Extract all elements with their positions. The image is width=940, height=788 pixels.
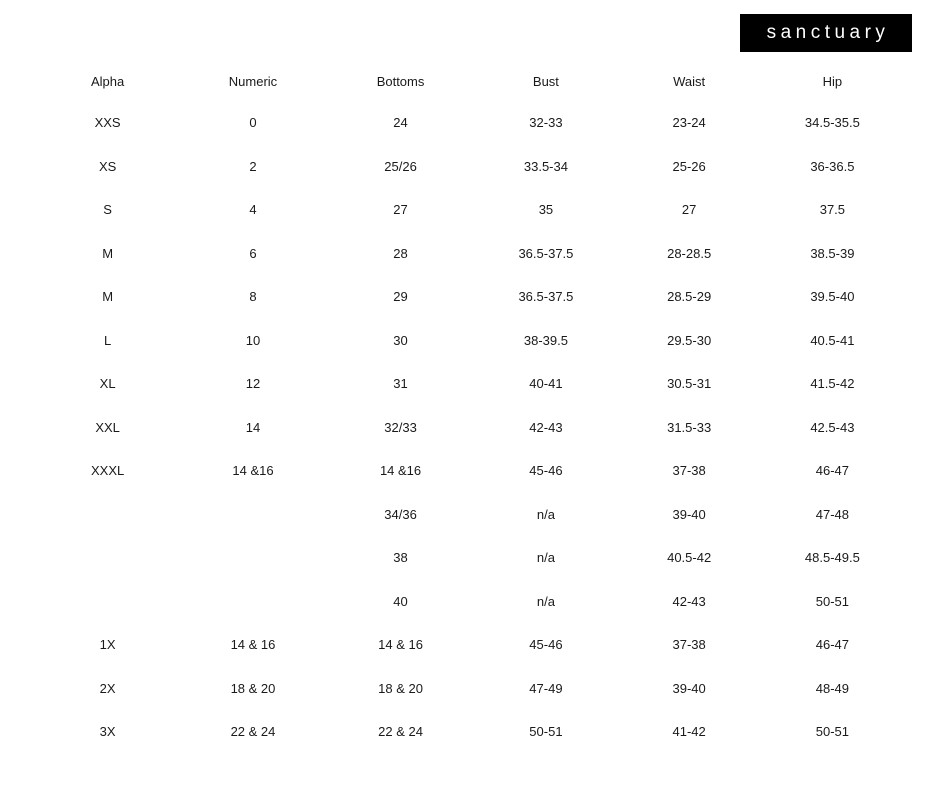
cell-alpha: XL bbox=[99, 376, 116, 392]
cell-bust: 45-46 bbox=[529, 463, 563, 479]
cell-numeric: 14 &16 bbox=[232, 463, 274, 479]
cell-alpha: XXL bbox=[95, 419, 120, 435]
column-header-bust: Bust bbox=[532, 74, 559, 89]
cell-waist: 25-26 bbox=[672, 158, 706, 174]
table-row bbox=[36, 493, 904, 537]
table-row bbox=[36, 623, 904, 667]
cell-numeric: 14 & 16 bbox=[230, 637, 276, 653]
cell-alpha: XS bbox=[98, 158, 117, 174]
cell-waist: 37-38 bbox=[672, 637, 706, 653]
table-row bbox=[36, 710, 904, 754]
cell-waist: 23-24 bbox=[672, 115, 706, 131]
table-header bbox=[36, 68, 904, 101]
cell-bust: 33.5-34 bbox=[523, 158, 568, 174]
table-row bbox=[36, 449, 904, 493]
table-row bbox=[36, 319, 904, 363]
cell-bottoms: 31 bbox=[393, 376, 408, 392]
cell-bust: 42-43 bbox=[529, 419, 563, 435]
cell-bust: n/a bbox=[536, 550, 555, 566]
cell-waist: 41-42 bbox=[672, 724, 706, 740]
cell-hip: 38.5-39 bbox=[810, 245, 855, 261]
table-row bbox=[36, 536, 904, 580]
cell-numeric bbox=[179, 493, 327, 537]
cell-alpha: M bbox=[102, 289, 114, 305]
cell-numeric: 22 & 24 bbox=[230, 724, 276, 740]
cell-hip: 46-47 bbox=[815, 463, 849, 479]
cell-hip: 39.5-40 bbox=[810, 289, 855, 305]
cell-waist: 27 bbox=[681, 202, 697, 218]
cell-bust: 40-41 bbox=[529, 376, 563, 392]
cell-bottoms: 32/33 bbox=[384, 419, 417, 435]
table-row bbox=[36, 145, 904, 189]
column-header-hip: Hip bbox=[822, 74, 843, 89]
table-row bbox=[36, 188, 904, 232]
table-row bbox=[36, 667, 904, 711]
cell-bottoms: 29 bbox=[393, 289, 408, 305]
cell-hip: 34.5-35.5 bbox=[804, 115, 860, 131]
cell-numeric: 2 bbox=[249, 158, 257, 174]
cell-bust: 50-51 bbox=[529, 724, 563, 740]
brand-logo bbox=[740, 14, 912, 52]
cell-waist: 28-28.5 bbox=[667, 245, 712, 261]
column-header-bottoms: Bottoms bbox=[376, 74, 425, 89]
cell-bust: 35 bbox=[538, 202, 554, 218]
cell-bottoms: 38 bbox=[393, 550, 408, 566]
cell-hip: 50-51 bbox=[815, 593, 849, 609]
cell-numeric: 12 bbox=[245, 376, 261, 392]
cell-waist: 31.5-33 bbox=[667, 419, 712, 435]
cell-numeric: 0 bbox=[249, 115, 257, 131]
table-row bbox=[36, 275, 904, 319]
cell-bust: n/a bbox=[536, 506, 555, 522]
cell-waist: 42-43 bbox=[672, 593, 706, 609]
cell-waist: 40.5-42 bbox=[667, 550, 712, 566]
cell-alpha: 1X bbox=[99, 637, 116, 653]
cell-waist: 29.5-30 bbox=[667, 332, 712, 348]
cell-bottoms: 14 & 16 bbox=[378, 637, 423, 653]
cell-alpha: L bbox=[103, 332, 112, 348]
cell-bottoms: 34/36 bbox=[384, 506, 417, 522]
cell-hip: 48-49 bbox=[815, 680, 849, 696]
cell-numeric: 18 & 20 bbox=[230, 680, 276, 696]
table-row bbox=[36, 362, 904, 406]
cell-bottoms: 18 & 20 bbox=[378, 680, 423, 696]
table-row bbox=[36, 580, 904, 624]
cell-hip: 42.5-43 bbox=[810, 419, 855, 435]
cell-alpha: 2X bbox=[99, 680, 116, 696]
cell-numeric: 6 bbox=[249, 245, 257, 261]
cell-hip: 50-51 bbox=[815, 724, 849, 740]
cell-hip: 36-36.5 bbox=[810, 158, 855, 174]
cell-bottoms: 24 bbox=[393, 115, 408, 131]
cell-bust: 36.5-37.5 bbox=[518, 245, 574, 261]
cell-numeric bbox=[179, 580, 327, 624]
cell-bottoms: 28 bbox=[393, 245, 408, 261]
table-row bbox=[36, 101, 904, 145]
cell-waist: 28.5-29 bbox=[667, 289, 712, 305]
cell-alpha: S bbox=[103, 202, 112, 218]
cell-alpha bbox=[36, 493, 179, 537]
cell-waist: 39-40 bbox=[672, 680, 706, 696]
cell-bust: 45-46 bbox=[529, 637, 563, 653]
cell-hip: 41.5-42 bbox=[810, 376, 855, 392]
cell-hip: 46-47 bbox=[815, 637, 849, 653]
cell-bottoms: 22 & 24 bbox=[378, 724, 423, 740]
cell-waist: 39-40 bbox=[672, 506, 706, 522]
cell-alpha bbox=[36, 536, 179, 580]
brand-logo-text: sanctuary bbox=[766, 22, 890, 43]
cell-numeric: 4 bbox=[249, 202, 257, 218]
cell-hip: 47-48 bbox=[815, 506, 849, 522]
cell-bust: 38-39.5 bbox=[523, 332, 568, 348]
cell-bust: 32-33 bbox=[529, 115, 563, 131]
cell-hip: 37.5 bbox=[819, 202, 846, 218]
size-chart-table bbox=[36, 68, 904, 754]
cell-hip: 40.5-41 bbox=[810, 332, 855, 348]
cell-bust: 36.5-37.5 bbox=[518, 289, 574, 305]
cell-alpha: XXS bbox=[94, 115, 121, 131]
cell-bottoms: 25/26 bbox=[384, 158, 417, 174]
cell-alpha: 3X bbox=[99, 724, 116, 740]
cell-waist: 37-38 bbox=[672, 463, 706, 479]
cell-numeric: 14 bbox=[245, 419, 261, 435]
column-header-alpha: Alpha bbox=[90, 74, 125, 89]
cell-numeric bbox=[179, 536, 327, 580]
cell-alpha bbox=[36, 580, 179, 624]
column-header-waist: Waist bbox=[673, 74, 706, 89]
cell-alpha: XXXL bbox=[90, 463, 125, 479]
column-header-numeric: Numeric bbox=[228, 74, 278, 89]
table-row bbox=[36, 232, 904, 276]
cell-alpha: M bbox=[102, 245, 114, 261]
cell-bust: n/a bbox=[536, 593, 555, 609]
cell-bottoms: 27 bbox=[393, 202, 408, 218]
cell-bust: 47-49 bbox=[529, 680, 563, 696]
cell-bottoms: 40 bbox=[393, 593, 408, 609]
cell-hip: 48.5-49.5 bbox=[804, 550, 860, 566]
table-row bbox=[36, 406, 904, 450]
cell-numeric: 10 bbox=[245, 332, 261, 348]
cell-numeric: 8 bbox=[249, 289, 257, 305]
cell-bottoms: 30 bbox=[393, 332, 408, 348]
cell-waist: 30.5-31 bbox=[667, 376, 712, 392]
cell-bottoms: 14 &16 bbox=[379, 463, 422, 479]
table-body bbox=[36, 101, 904, 754]
table-header-row bbox=[36, 68, 904, 101]
